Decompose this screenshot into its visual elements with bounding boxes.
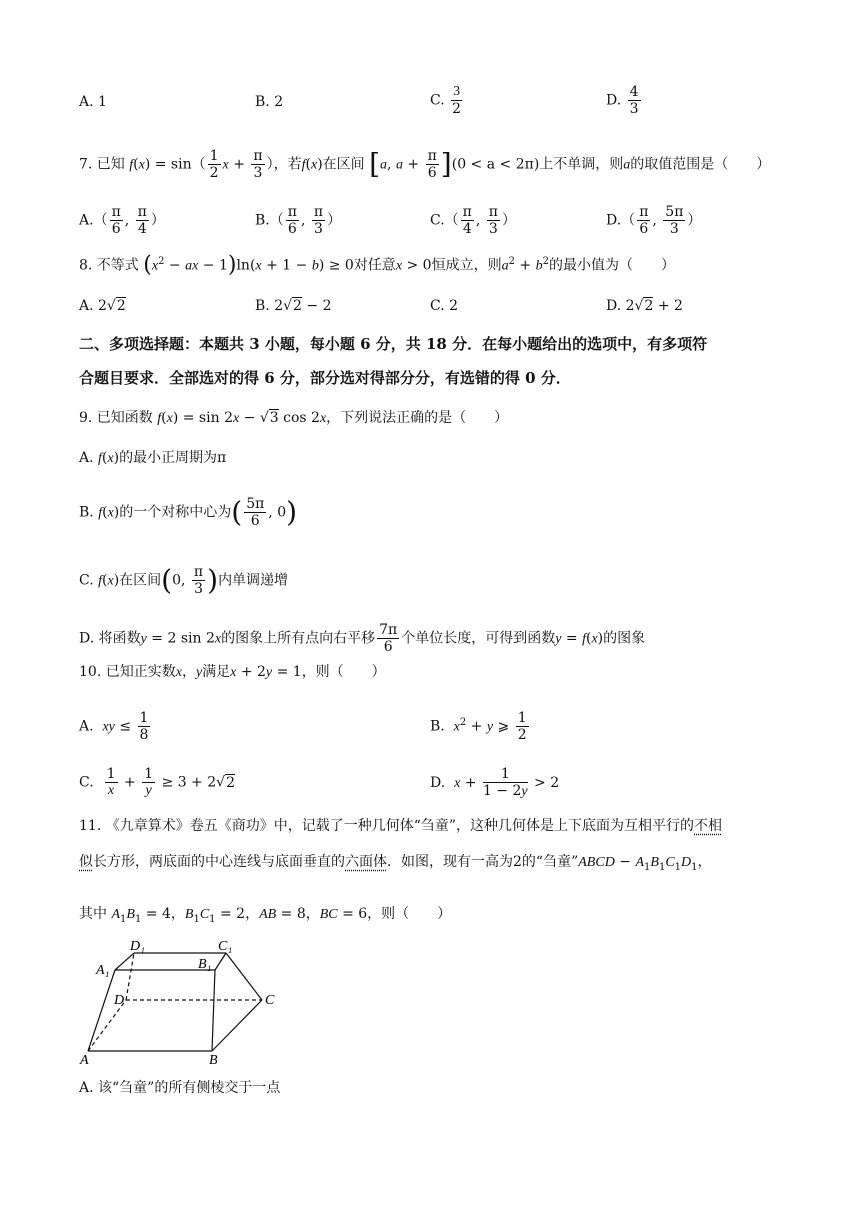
label-b1: B₁ (198, 957, 212, 972)
q10-option-c: C. $\frac{1}{x}$ + $\frac{1}{y}$ ≥ 3 + 2√2 (79, 766, 235, 798)
question-10: 10. 已知正实数x，y满足x + 2y = 1，则（ ） (79, 664, 386, 680)
label-c: C (265, 993, 275, 1008)
section-2-heading-line-2: 合题目要求．全部选对的得 6 分，部分选对得部分分，有选错的得 0 分． (79, 369, 571, 387)
question-11-line-2: 似长方形，两底面的中心连线与底面垂直的六面体．如图，现有一高为2的“刍童”ABCD − $A_1B_1C_1D_1$， (79, 854, 712, 873)
q9-option-b: B. f(x)的一个对称中心为( $\frac{5\pi}{6}$ , 0) (79, 495, 298, 529)
q7-option-b: B.（ $\frac{\pi}{6}$ , $\frac{\pi}{3}$ ） (255, 204, 342, 237)
q7-option-a: A.（ $\frac{\pi}{6}$ , $\frac{\pi}{4}$ ） (79, 204, 165, 237)
q9-option-a: A. f(x)的最小正周期为π (79, 450, 227, 466)
q7-option-c: C.（ $\frac{\pi}{4}$ , $\frac{\pi}{3}$ ） (430, 204, 516, 237)
q6-option-a: A. 1 (79, 94, 107, 110)
q11-option-a: A. 该“刍童”的所有侧棱交于一点 (79, 1080, 281, 1096)
q9-option-d: D. 将函数y = 2 sin 2x的图象上所有点向右平移 $\frac{7\pi}{6}$ 个单位长度，可得到函数y = f(x)的图象 (79, 622, 646, 655)
q7-option-d: D.（ $\frac{\pi}{6}$ , $\frac{5\pi}{3}$ ） (606, 204, 702, 237)
question-9: 9. 已知函数 f(x) = sin 2x − √3 cos 2x，下列说法正确的是（ ） (79, 410, 509, 426)
q8-option-a: A. 2√2 (79, 298, 126, 314)
label-c1: C₁ (218, 939, 233, 954)
label-d1: D₁ (130, 939, 145, 954)
section-2-heading-line-1: 二、多项选择题：本题共 3 小题，每小题 6 分，共 18 分．在每小题给出的选项中，有多项符 (79, 335, 708, 353)
q8-option-c: C. 2 (430, 298, 459, 314)
q10-option-b: B. $x^2 + y$ ⩾ $\frac{1}{2}$ (430, 710, 527, 743)
question-8: 8. 不等式 ($x^2$ − ax − 1)ln(x + 1 − b) ≥ 0对任意x > 0恒成立，则$a^2 + b^2$的最小值为（ ） (79, 252, 675, 278)
q6-option-d: D. $\frac{4}{3}$ (606, 84, 639, 117)
q10-option-d: D. x + $\frac{1}{1 - 2y}$ > 2 (430, 766, 560, 799)
q8-option-d: D. 2√2 + 2 (606, 298, 683, 314)
q9-option-c: C. f(x)在区间(0, $\frac{\pi}{3}$ )内单调递增 (79, 563, 289, 597)
q10-option-a: A. xy ≤ $\frac{1}{8}$ (79, 710, 149, 743)
question-11-line-3: 其中 $A_1B_1 = 4$，$B_1C_1 = 2$，AB = 8，BC = 6，则（ ） (79, 906, 452, 925)
frustum-figure (78, 936, 288, 1070)
label-a1: A₁ (96, 963, 110, 978)
q6-option-b: B. 2 (255, 94, 284, 110)
question-7: 7. 已知 f(x) = sin（ $\frac{1}{2}$ x + $\frac{\pi}{3}$ ），若f(x)在区间 [a, a + $\frac{\pi}{6}$ ](0 < a < 2π)上不单调，则a的取值范围是（ ） (79, 147, 771, 181)
label-b: B (209, 1053, 218, 1068)
label-d: D (114, 993, 125, 1008)
q6-option-c: C. $\frac{3}{2}$ (430, 84, 462, 117)
label-a: A (80, 1053, 89, 1068)
question-11-line-1: 11. 《九章算术》卷五《商功》中，记载了一种几何体“刍童”，这种几何体是上下底面为互相平行的不相 (79, 818, 723, 834)
q8-option-b: B. 2√2 − 2 (255, 298, 332, 314)
